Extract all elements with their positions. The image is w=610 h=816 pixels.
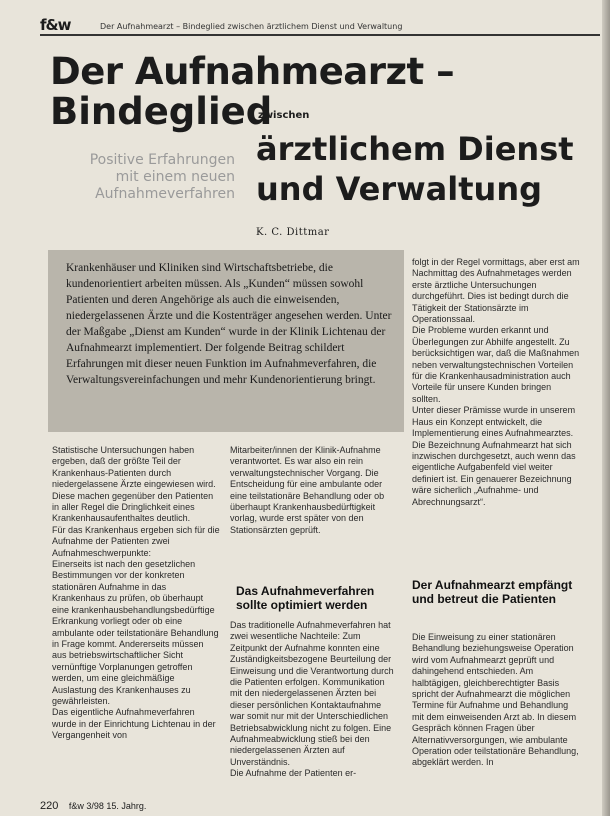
running-head: Der Aufnahmearzt – Bindeglied zwischen ärztlichem Dienst und Verwaltung xyxy=(100,22,403,31)
title-line-3: ärztlichem Dienst xyxy=(256,130,574,168)
issue-info: f&w 3/98 15. Jahrg. xyxy=(68,801,147,811)
body-paragraph: Die Aufnahme der Patienten er- xyxy=(230,768,357,779)
body-paragraph: Die Probleme wurden erkannt und Überlegungen zur Abhilfe angestellt. Zu berücksichtigen war, daß die Maßnahmen neben verwaltungstechnischen Vorteilen für die Krankenhausadministration auch Vorteile für unsere Kunden bringen sollten. xyxy=(412,325,580,404)
author-byline: K. C. Dittmar xyxy=(256,227,330,238)
subtitle-line-1: Positive Erfahrungen xyxy=(89,152,235,168)
title-connector: zwischen xyxy=(258,110,310,121)
body-paragraph: Für das Krankenhaus ergeben sich für die Aufnahme der Patienten zwei Aufnahmeschwerpunkte: xyxy=(52,524,220,558)
column-2-lower xyxy=(230,620,395,780)
section-heading-2: Der Aufnahmearzt empfängt und betreut die Patienten xyxy=(412,578,573,606)
body-paragraph: Unter dieser Prämisse wurde in unserem Haus ein Konzept entwickelt, die Implementierung eines Aufnahmearztes. Die Bezeichnung Aufnahmearzt hat sich inzwischen durchgesetzt, auch wenn das eigentliche Aufgabenfeld viel weiter definiert ist. Ein genauerer Bezeichnung wäre sicherlich „Aufnahme- und Abrechnungsarzt“. xyxy=(412,405,576,507)
page-footer xyxy=(40,800,146,812)
page-binding-shadow xyxy=(602,0,610,816)
body-paragraph: Die Einweisung zu einer stationären Behandlung beziehungsweise Operation wird vom Aufnahmearzt geprüft und dahingehend entschieden. Am halbtägigen, gleichberechtigter Basis spricht der Aufnahmearzt die möglichen Termine für Aufnahme und Behandlung mit dem einweisenden Arzt ab. In diesem Gespräch können Fragen über Alternativversorgungen, wie ambulante Operation oder teilstationäre Behandlung, abgeklärt werden. In xyxy=(412,632,579,768)
subtitle-line-3: Aufnahmeverfahren xyxy=(95,186,235,202)
body-paragraph: Einerseits ist nach den gesetzlichen Bestimmungen vor der konkreten stationären Aufnahme in das Krankenhaus zu prüfen, ob überhaupt eine krankenhausbehandlungsbedürftige Erkrankung vorliegt oder ob eine ambulante oder teilstationäre Behandlung in Frage kommt. Andererseits müssen aus betriebswirtschaftlicher Sicht vernünftige Vorplanungen getroffen werden, um eine gleichmäßige Auslastung des Krankenhauses zu gewährleisten. xyxy=(52,559,219,706)
magazine-logo: f&w xyxy=(40,16,71,34)
body-paragraph: Mitarbeiter/innen der Klinik-Aufnahme verantwortet. Es war also ein rein verwaltungstechnischer Vorgang. Die Entscheidung für eine ambulante oder eine teilstationäre Behandlung oder ob überhaupt Krankenhausbedürftigkeit vorlag, wurde erst später von den Stationsärzten geprüft. xyxy=(230,445,385,535)
column-3-lower xyxy=(412,632,580,769)
body-paragraph: Das traditionelle Aufnahmeverfahren hat zwei wesentliche Nachteile: Zum Zeitpunkt der Aufnahme konnten eine Zuständigkeitsbezogene Beurteilung der Einweisung und die Verantwortung durch die Patienten erfolgen. Kommunikation mit den niedergelassenen Ärzten bei dieser persönlichen Kontaktaufnahme war somit nur mit der Unterschiedlichen Betriebsabwicklung nicht zu folgen. Eine Aufnahmeabwicklung stieß bei den niedergelassenen Ärzten auf Unverständnis. xyxy=(230,620,394,767)
subtitle-line-2: mit einem neuen xyxy=(115,169,235,185)
title-line-4: und Verwaltung xyxy=(256,170,542,208)
header-bar xyxy=(40,16,600,36)
section-heading-1: Das Aufnahmeverfahren sollte optimiert werden xyxy=(236,584,375,612)
title-line-2: Bindeglied xyxy=(50,90,273,133)
body-paragraph: Statistische Untersuchungen haben ergeben, daß der größte Teil der Krankenhaus-Patienten durch niedergelassene Ärzte eingewiesen wird. Diese machen gegenüber den Patienten in aller Regel die Dringlichkeit eines Krankenhausaufenthaltes deutlich. xyxy=(52,445,216,524)
column-2 xyxy=(230,445,395,536)
body-paragraph: Das eigentliche Aufnahmeverfahren wurde in der Einrichtung Lichtenau in der Vergangenheit von xyxy=(52,707,216,741)
body-paragraph: folgt in der Regel vormittags, aber erst am Nachmittag des Aufnahmetages werden erste ärztliche Untersuchungen durchgeführt. Dies ist bedingt durch die Tätigkeit der Stationsärzte im Operationssaal. xyxy=(412,257,580,325)
subtitle xyxy=(60,152,235,203)
column-1 xyxy=(52,445,220,742)
title-line-1: Der Aufnahmearzt – xyxy=(50,50,455,93)
lead-paragraph: Krankenhäuser und Kliniken sind Wirtschaftsbetriebe, die kundenorientiert arbeiten müssen. Als „Kunden“ müssen sowohl Patienten und deren Angehörige als auch die einweisenden, niedergelassenen Ärzte und die Kostenträger angesehen werden. Unter der Maßgabe „Dienst am Kunden“ wurde in der Klinik Lichtenau der Aufnahmearzt implementiert. Der folgende Beitrag schildert Erfahrungen mit dieser neuen Funktion im Aufnahmeverfahren, die Verwaltungsvereinfachungen und mehr Kundenorientierung bringt. xyxy=(66,262,392,386)
page-number: 220 xyxy=(40,800,59,812)
right-column-top xyxy=(412,257,580,508)
